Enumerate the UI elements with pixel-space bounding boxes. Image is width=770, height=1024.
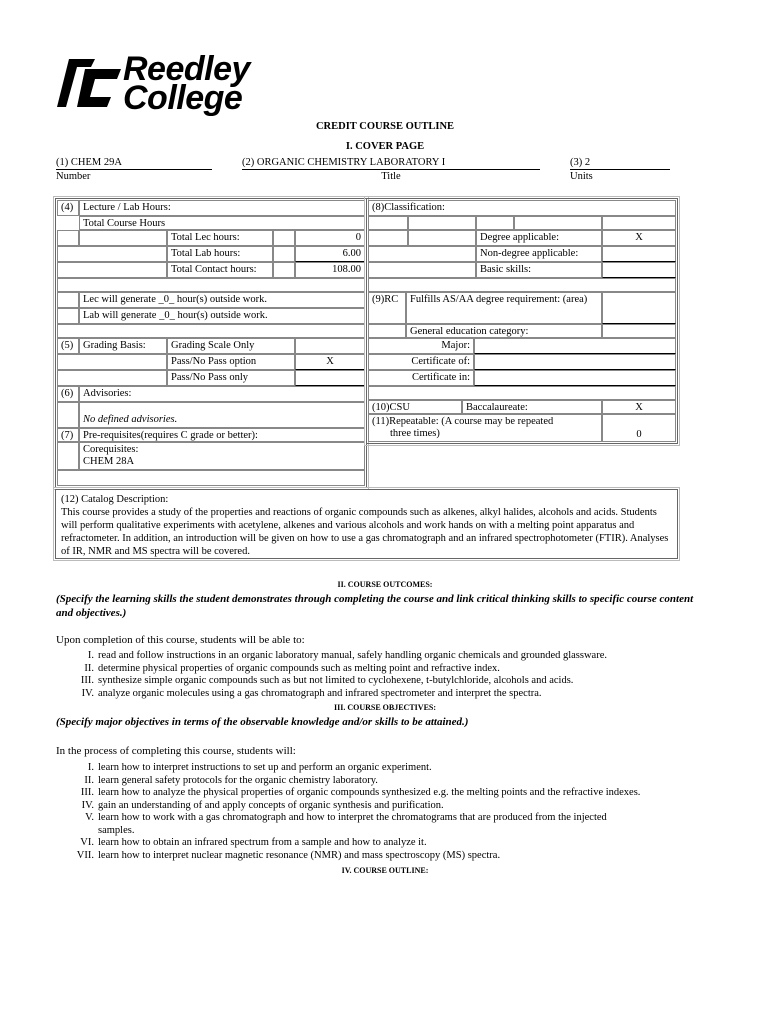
- blank-cell: [273, 262, 295, 278]
- catalog-description: [61, 493, 673, 558]
- list-item-text: determine physical properties of organic compounds such as melting point and refractive index.: [98, 662, 500, 674]
- blank-cell: [57, 370, 167, 386]
- list-item-text: learn how to interpret nuclear magnetic resonance (NMR) and mass spectroscopy (MS) spectra.: [98, 849, 501, 861]
- catalog-text: This course provides a study of the properties and reactions of organic compounds such as alkenes, alkyl halides, alcohols and acids. Students will perform qualitative experiments with acetylene, alkenes and various alcohols and work hands on with a melting point apparatus and refractometer. In addition, an introduction will be given on how to use a gas chromatograph and an infrared spectrophotometer (FTIR). Analyses of IR, NMR and MS spectra will be covered.: [61, 507, 669, 557]
- blank-cell: [368, 246, 476, 262]
- prereq-num: (7): [57, 428, 79, 442]
- grading-pass-only-checkbox: [295, 370, 365, 386]
- blank-row: [368, 278, 676, 292]
- grading-pass-option-checkbox: X: [295, 354, 365, 370]
- rc-num: (9)RC: [368, 292, 406, 324]
- blank-row: [57, 278, 365, 292]
- corequisites-cell: [79, 442, 365, 470]
- list-item-text: analyze organic molecules using a gas chromatograph and infrared spectrometer and interpret the spectra.: [98, 687, 542, 699]
- outcomes-heading: II. COURSE OUTCOMES:: [337, 580, 433, 589]
- list-item-number: I.: [87, 762, 94, 773]
- blank-cell: [57, 246, 167, 262]
- list-item-number: V.: [85, 812, 94, 823]
- repeatable-line1: (11)Repeatable: (A course may be repeated: [372, 416, 554, 427]
- logo-line2: College: [123, 79, 243, 117]
- blank-cell: [79, 230, 167, 246]
- blank-row: [368, 386, 676, 400]
- grading-num: (5): [57, 338, 79, 354]
- grading-label: Grading Basis:: [79, 338, 167, 354]
- non-degree-label: Non-degree applicable:: [476, 246, 602, 262]
- list-item: [56, 663, 736, 676]
- advisories-value: No defined advisories.: [79, 402, 365, 428]
- grading-option-scale: Grading Scale Only: [167, 338, 295, 354]
- blank-cell: [57, 230, 79, 246]
- catalog-label: (12) Catalog Description:: [61, 494, 169, 505]
- blank-cell: [57, 442, 79, 470]
- major-field: [474, 338, 676, 354]
- list-item-number: III.: [80, 787, 94, 798]
- prereq-label: Pre-requisites(requires C grade or better):: [79, 428, 365, 442]
- list-item-text: synthesize simple organic compounds such as but not limited to cyclohexene, t-butylchloride, alcohols and acids.: [98, 675, 574, 686]
- blank-cell: [57, 262, 167, 278]
- certificate-of-label: Certificate of:: [368, 354, 474, 370]
- outcomes-list: [56, 650, 736, 700]
- lec-outside-work: Lec will generate _0_ hour(s) outside work.: [79, 292, 365, 308]
- degree-applicable-checkbox: X: [602, 230, 676, 246]
- grading-option-pass-only: Pass/No Pass only: [167, 370, 295, 386]
- list-item: [56, 650, 736, 663]
- degree-applicable-label: Degree applicable:: [476, 230, 602, 246]
- basic-skills-checkbox: [602, 262, 676, 278]
- certificate-in-label: Certificate in:: [368, 370, 474, 386]
- lab-outside-work: Lab will generate _0_ hour(s) outside work.: [79, 308, 365, 324]
- list-item-number: I.: [87, 650, 94, 661]
- blank-cell: [57, 308, 79, 324]
- list-item-number: II.: [84, 774, 94, 786]
- rc-area-field: [602, 292, 676, 324]
- list-item: [56, 762, 746, 775]
- section-cover-page: I. COVER PAGE: [345, 141, 425, 152]
- contact-hours-label: Total Contact hours:: [167, 262, 273, 278]
- baccalaureate-checkbox: X: [602, 400, 676, 414]
- course-units-label: Units: [570, 171, 593, 182]
- grading-scale-checkbox: [295, 338, 365, 354]
- blank-cell: [408, 216, 476, 230]
- outcomes-instruction: (Specify the learning skills the student demonstrates through completing the course and link critical thinking skills to specific course content and objectives.): [56, 593, 694, 619]
- blank-row: [57, 324, 365, 338]
- csu-num: (10)CSU: [368, 400, 462, 414]
- total-course-hours: Total Course Hours: [79, 216, 365, 230]
- advisories-num: (6): [57, 386, 79, 402]
- blank-cell: [57, 354, 167, 370]
- list-item-number: IV.: [81, 687, 94, 699]
- coreq-value: CHEM 28A: [83, 456, 135, 467]
- outline-heading: IV. COURSE OUTLINE:: [341, 866, 429, 875]
- list-item: [56, 825, 746, 838]
- list-item-text: read and follow instructions in an organic laboratory manual, safely handling organic chemicals and grounded glassware.: [98, 650, 607, 661]
- certificate-of-field: [474, 354, 676, 370]
- lab-hours-label: Total Lab hours:: [167, 246, 273, 262]
- list-item-number: II.: [84, 662, 94, 674]
- blank-cell: [273, 230, 295, 246]
- contact-hours-value: 108.00: [295, 262, 365, 278]
- document-title: CREDIT COURSE OUTLINE: [315, 121, 455, 132]
- blank-cell: [476, 216, 514, 230]
- list-item-text: learn how to work with a gas chromatograph and how to interpret the chromatograms that are produced from the injected: [98, 812, 607, 823]
- hours-title: Lecture / Lab Hours:: [79, 200, 365, 216]
- list-item-text: learn how to analyze the physical properties of organic compounds synthesized e.g. the melting points and the refractive indexes.: [98, 787, 641, 798]
- blank-cell: [602, 216, 676, 230]
- blank-cell: [514, 216, 602, 230]
- list-item: [56, 675, 736, 688]
- blank-cell: [57, 402, 79, 428]
- blank-cell: [57, 292, 79, 308]
- classification-title: (8)Classification:: [368, 200, 676, 216]
- list-item-number: III.: [80, 675, 94, 686]
- certificate-in-field: [474, 370, 676, 386]
- coreq-label: Corequisites:: [83, 444, 139, 455]
- outcomes-intro: Upon completion of this course, students will be able to:: [56, 634, 305, 646]
- grading-option-pass-option: Pass/No Pass option: [167, 354, 295, 370]
- lab-hours-value: 6.00: [295, 246, 365, 262]
- list-item-text: learn general safety protocols for the organic chemistry laboratory.: [98, 774, 378, 786]
- repeatable-line2: three times): [390, 428, 440, 439]
- list-item: [56, 812, 746, 825]
- major-label: Major:: [368, 338, 474, 354]
- hours-num: (4): [57, 200, 79, 216]
- lec-hours-label: Total Lec hours:: [167, 230, 273, 246]
- objectives-heading: III. COURSE OBJECTIVES:: [333, 703, 437, 712]
- blank-row: [57, 470, 365, 486]
- course-number: (1) CHEM 29A: [56, 156, 212, 170]
- blank-cell: [273, 246, 295, 262]
- list-item: [56, 850, 746, 863]
- list-item-text: samples.: [98, 824, 135, 836]
- ge-category-label: General education category:: [406, 324, 602, 338]
- logo-line1: Reedley: [123, 50, 250, 88]
- college-logo: [55, 50, 285, 117]
- list-item-number: VI.: [80, 837, 94, 848]
- repeatable-label: [368, 414, 602, 442]
- blank-cell: [368, 230, 408, 246]
- list-item-text: learn how to interpret instructions to set up and perform an organic experiment.: [98, 762, 432, 773]
- list-item: [56, 688, 736, 701]
- objectives-intro: In the process of completing this course, students will:: [56, 745, 296, 757]
- blank-cell: [408, 230, 476, 246]
- repeatable-value: 0: [602, 414, 676, 442]
- blank-cell: [368, 262, 476, 278]
- blank-cell: [368, 324, 406, 338]
- objectives-instruction: (Specify major objectives in terms of the observable knowledge and/or skills to be attained.): [56, 716, 469, 728]
- rc-logo-icon: [55, 57, 123, 109]
- basic-skills-label: Basic skills:: [476, 262, 602, 278]
- list-item: [56, 837, 746, 850]
- advisories-label: Advisories:: [79, 386, 365, 402]
- list-item-number: IV.: [81, 799, 94, 811]
- list-item-number: VII.: [76, 849, 94, 861]
- list-item: [56, 787, 746, 800]
- course-title-label: Title: [381, 171, 401, 182]
- rc-label: Fulfills AS/AA degree requirement: (area): [406, 292, 602, 324]
- blank-cell: [368, 216, 408, 230]
- blank-cell: [602, 324, 676, 338]
- course-number-label: Number: [56, 171, 91, 182]
- course-title: (2) ORGANIC CHEMISTRY LABORATORY I: [242, 156, 540, 170]
- list-item-text: gain an understanding of and apply concepts of organic synthesis and purification.: [98, 799, 444, 811]
- list-item-text: learn how to obtain an infrared spectrum from a sample and how to analyze it.: [98, 837, 427, 848]
- list-item: [56, 775, 746, 788]
- baccalaureate-label: Baccalaureate:: [462, 400, 602, 414]
- lec-hours-value: 0: [295, 230, 365, 246]
- course-units: (3) 2: [570, 156, 670, 170]
- non-degree-checkbox: [602, 246, 676, 262]
- objectives-list: [56, 762, 746, 862]
- list-item: [56, 800, 746, 813]
